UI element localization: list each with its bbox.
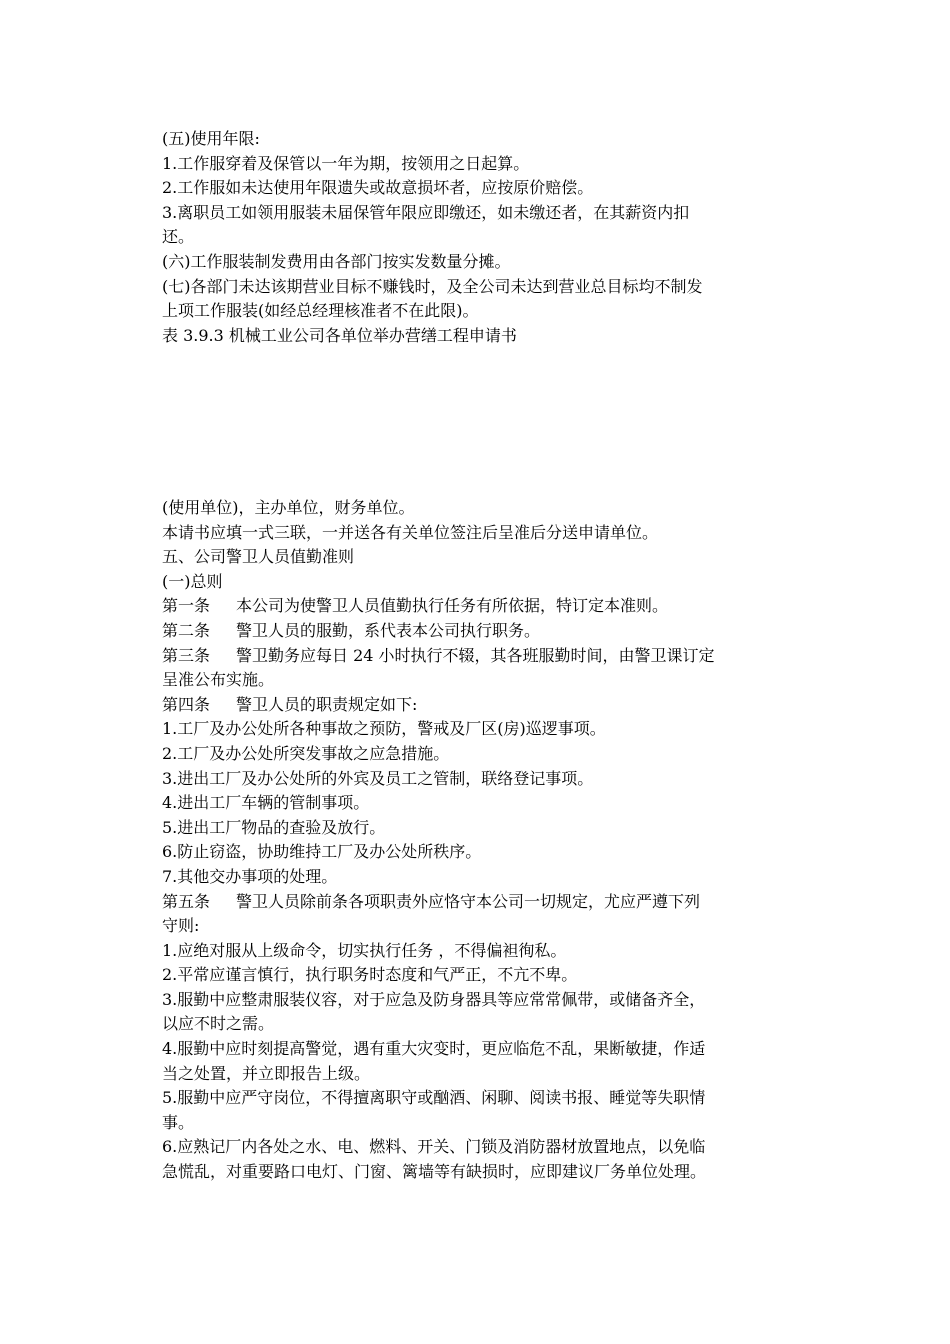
section-heading-usage-period: (五)使用年限:: [162, 129, 260, 148]
section-no-issue-rule-cont: 上项工作服装(如经总经理核准者不在此限)。: [162, 301, 479, 321]
rule-line: 当之处置，并立即报告上级。: [162, 1063, 371, 1083]
article-label: 第三条: [162, 645, 211, 665]
subsection-general: (一)总则: [162, 571, 223, 591]
duty-item: 7.其他交办事项的处理。: [162, 866, 338, 886]
duty-item: 5.进出工厂物品的查验及放行。: [162, 817, 386, 837]
table-caption: 表 3.9.3 机械工业公司各单位举办营缮工程申请书: [162, 325, 517, 345]
article-3-cont: 呈准公布实施。: [162, 670, 275, 690]
article-text: 警卫人员的职责规定如下:: [236, 694, 418, 714]
rule-line: 急慌乱，对重要路口电灯、门窗、篱墙等有缺损时，应即建议厂务单位处理。: [162, 1162, 707, 1182]
document-top-section: [162, 127, 798, 348]
duty-item: 1.工厂及办公处所各种事故之预防，警戒及厂区(房)巡逻事项。: [162, 719, 606, 739]
section-no-issue-rule: (七)各部门未达该期营业目标不赚钱时，及全公司未达到营业总目标均不制发: [162, 276, 703, 296]
usage-rule-1: 1.工作服穿着及保管以一年为期，按领用之日起算。: [162, 153, 530, 173]
rule-line: 4.服勤中应时刻提高警觉，遇有重大灾变时，更应临危不乱，果断敏捷，作适: [162, 1039, 706, 1059]
article-text: 警卫勤务应每日 24 小时执行不辍，其各班服勤时间，由警卫课订定: [236, 645, 715, 665]
duty-item: 6.防止窃盗，协助维持工厂及办公处所秩序。: [162, 842, 482, 862]
article-label: 第二条: [162, 620, 211, 640]
section-cost-allocation: (六)工作服装制发费用由各部门按实发数量分摊。: [162, 251, 511, 271]
rule-line: 1.应绝对服从上级命令，切实执行任务 ，不得偏袒徇私。: [162, 940, 567, 960]
article-text: 警卫人员除前条各项职责外应恪守本公司一切规定，尤应严遵下列: [236, 891, 701, 911]
document-bottom-section: [162, 496, 798, 1185]
rule-line: 守则:: [162, 916, 200, 936]
units-line: (使用单位)，主办单位，财务单位。: [162, 498, 415, 517]
rule-line: 事。: [162, 1112, 195, 1132]
copies-line: 本请书应填一式三联，一并送各有关单位签注后呈准后分送申请单位。: [162, 522, 659, 542]
rule-line: 2.平常应谨言慎行，执行职务时态度和气严正，不亢不卑。: [162, 965, 578, 985]
article-4: [162, 693, 798, 718]
duty-item: 4.进出工厂车辆的管制事项。: [162, 793, 370, 813]
duty-item: 3.进出工厂及办公处所的外宾及员工之管制，联络登记事项。: [162, 768, 594, 788]
section-title-guard-rules: 五、公司警卫人员值勤准则: [162, 547, 355, 567]
rule-line: 以应不时之需。: [162, 1014, 275, 1034]
article-3: [162, 644, 798, 669]
usage-rule-3: 3.离职员工如领用服装未届保管年限应即缴还，如未缴还者，在其薪资内扣: [162, 202, 690, 222]
article-label: 第四条: [162, 694, 211, 714]
duty-item: 2.工厂及办公处所突发事故之应急措施。: [162, 743, 450, 763]
article-text: 警卫人员的服勤，系代表本公司执行职务。: [236, 620, 541, 640]
rule-line: 6.应熟记厂内各处之水、电、燃料、开关、门锁及消防器材放置地点，以免临: [162, 1137, 706, 1157]
usage-rule-3-cont: 还。: [162, 227, 195, 247]
rule-line: 5.服勤中应严守岗位，不得擅离职守或酗酒、闲聊、阅读书报、睡觉等失职情: [162, 1088, 706, 1108]
article-5: [162, 890, 798, 915]
rule-line: 3.服勤中应整肃服装仪容，对于应急及防身器具等应常常佩带，或储备齐全，: [162, 989, 706, 1009]
article-label: 第一条: [162, 596, 211, 616]
usage-rule-2: 2.工作服如未达使用年限遗失或故意损坏者，应按原价赔偿。: [162, 178, 594, 198]
article-label: 第五条: [162, 891, 211, 911]
article-2: [162, 619, 798, 644]
article-1: [162, 594, 798, 619]
article-text: 本公司为使警卫人员值勤执行任务有所依据，特订定本准则。: [236, 596, 669, 616]
